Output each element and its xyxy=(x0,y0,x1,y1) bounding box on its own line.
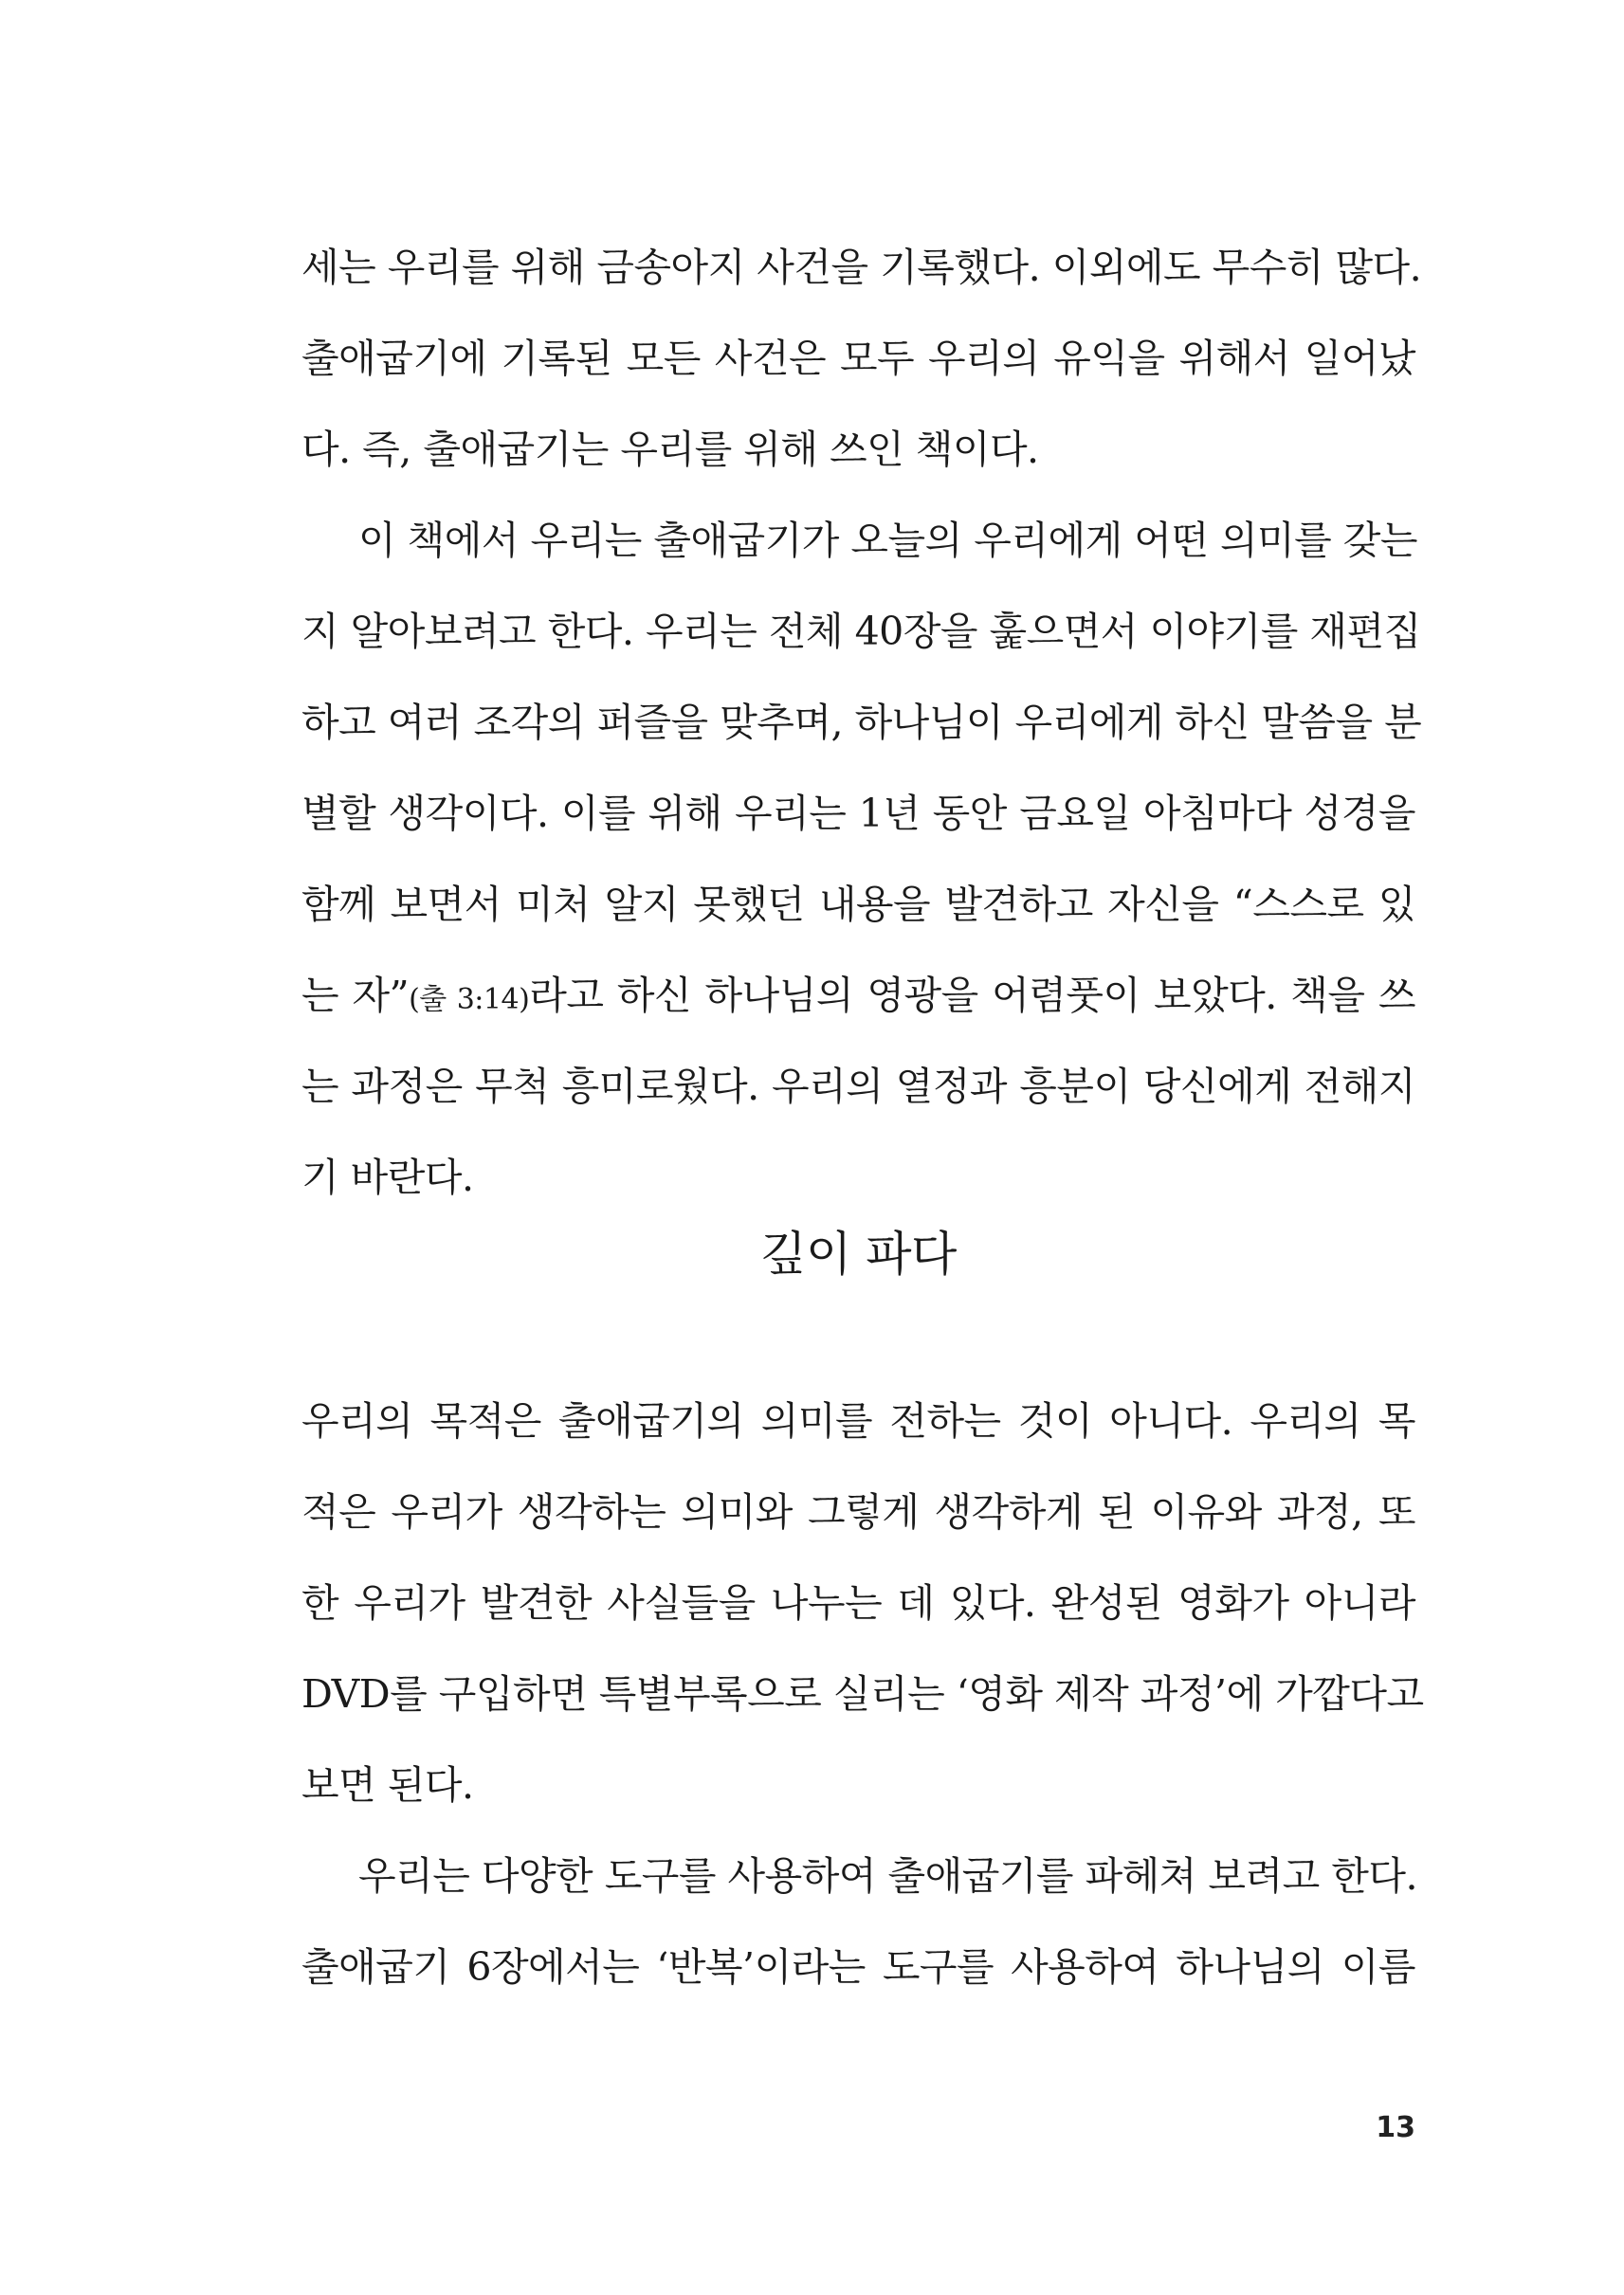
text-line: 우리는 다양한 도구를 사용하여 출애굽기를 파헤쳐 보려고 한다. xyxy=(358,1853,1418,1899)
body-text-section-2 xyxy=(301,1375,1424,2013)
bible-citation: (출 3:14) xyxy=(409,983,530,1016)
text-line: 함께 보면서 미처 알지 못했던 내용을 발견하고 자신을 “스스로 있 xyxy=(301,882,1415,927)
text-line: 한 우리가 발견한 사실들을 나누는 데 있다. 완성된 영화가 아니라 xyxy=(301,1580,1415,1626)
body-text-section-1 xyxy=(301,222,1422,1223)
text-line: 우리의 목적은 출애굽기의 의미를 전하는 것이 아니다. 우리의 목 xyxy=(301,1398,1415,1444)
text-line: 지 알아보려고 한다. 우리는 전체 40장을 훑으면서 이야기를 재편집 xyxy=(301,609,1421,654)
text-line: 다. 즉, 출애굽기는 우리를 위해 쓰인 책이다. xyxy=(301,427,1039,472)
text-line: 하고 여러 조각의 퍼즐을 맞추며, 하나님이 우리에게 하신 말씀을 분 xyxy=(301,700,1422,745)
text-line: 기 바란다. xyxy=(301,1155,474,1200)
text-line: 는 과정은 무척 흥미로웠다. 우리의 열정과 흥분이 당신에게 전해지 xyxy=(301,1064,1415,1109)
text-line: 별할 생각이다. 이를 위해 우리는 1년 동안 금요일 아침마다 성경을 xyxy=(301,791,1415,836)
text-line: DVD를 구입하면 특별부록으로 실리는 ‘영화 제작 과정’에 가깝다고 xyxy=(301,1671,1424,1717)
text-line: 적은 우리가 생각하는 의미와 그렇게 생각하게 된 이유와 과정, 또 xyxy=(301,1489,1415,1535)
text-line: 세는 우리를 위해 금송아지 사건을 기록했다. 이외에도 무수히 많다. xyxy=(301,245,1422,290)
text-line: 출애굽기에 기록된 모든 사건은 모두 우리의 유익을 위해서 일어났 xyxy=(301,336,1415,381)
text-fragment: 는 자” xyxy=(301,973,410,1018)
section-heading: 깊이 파다 xyxy=(760,1227,957,1282)
text-line-with-citation xyxy=(301,950,1415,1041)
text-line: 출애굽기 6장에서는 ‘반복’이라는 도구를 사용하여 하나님의 이름 xyxy=(301,1944,1415,1990)
text-line: 이 책에서 우리는 출애굽기가 오늘의 우리에게 어떤 의미를 갖는 xyxy=(358,518,1418,563)
text-line: 보면 된다. xyxy=(301,1762,474,1808)
page-number: 13 xyxy=(1376,2111,1415,2144)
text-fragment: 라고 하신 하나님의 영광을 어렴풋이 보았다. 책을 쓰 xyxy=(529,973,1415,1018)
